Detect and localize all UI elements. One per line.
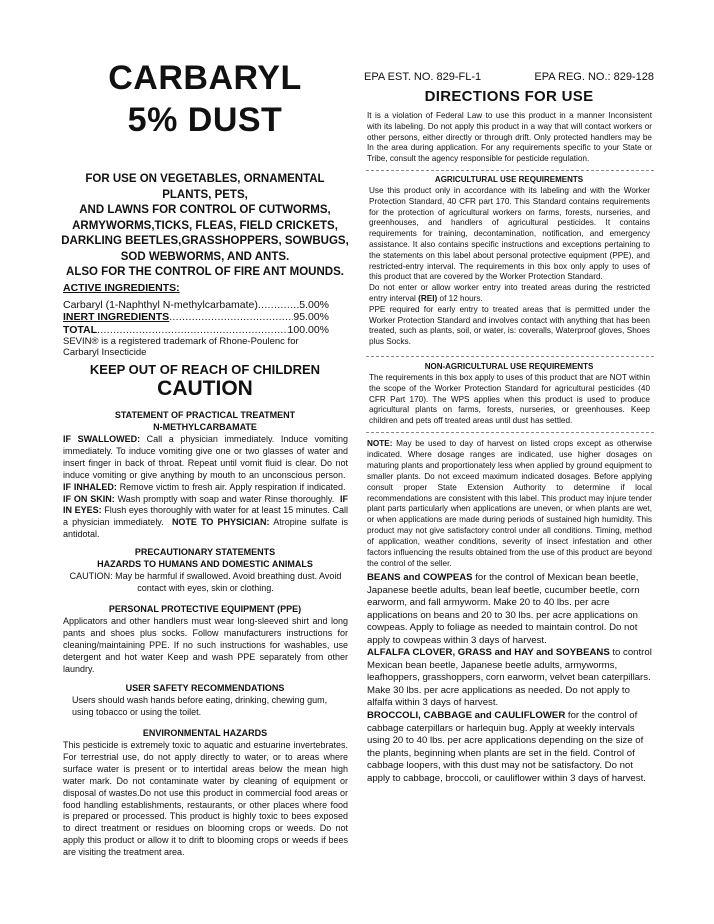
divider <box>366 432 654 433</box>
divider <box>366 356 654 357</box>
ingredients-heading: ACTIVE INGREDIENTS: <box>63 282 180 294</box>
keep-out-warning: KEEP OUT OF REACH OF CHILDREN <box>89 362 321 377</box>
product-uses <box>60 172 350 281</box>
uses-line: DARKLING BEETLES,GRASSHOPPERS, SOWBUGS, <box>61 235 349 247</box>
directions-heading: DIRECTIONS FOR USE <box>424 88 594 105</box>
ingredient-row <box>63 324 329 337</box>
crop-alfalfa: ALFALFA CLOVER, GRASS and HAY and SOYBEANS to control Mexican bean beetle, Japanese beetle adults, armyworms, leafhoppers, grasshoppers, corn earworm, velvet bean caterpillars. Make 30 lbs. per acre applications as needed. Do not apply to alfalfa within 3 days of harvest. <box>367 647 652 708</box>
crop-beans: BEANS and COWPEAS for the control of Mexican bean beetle, Japanese beetle adults, bean leaf beetle, cucumber beetle, corn earworm, and fall armyworm. Make 20 to 40 lbs. per acre applications on beans and 20 to 30 lbs. per acre applications on cowpeas. Apply to foliage as needed to maintain control. Do not apply to cowpeas within 3 days of harvest. <box>367 572 640 646</box>
agricultural-text: Use this product only in accordance with its labeling and with the Worker Protection Standard, 40 CFR part 170. This Standard contains requirements for the protection of agricultural workers on farms, forests, nurseries, and greenhouses, and handlers of agricultural pesticides. It contains requirements for training, decontamination, notification, and emergency assistance. It also contains specific instructions and exceptions pertaining to the statements on this label about personal protective equipment (PPE), and restricted-entry interval. The requirements in this box only apply to uses of this product that are covered by the Worker Protection Standard. Do not enter or allow worker entry into treated areas during the restricted entry interval (REI) of 12 hours. PPE required for early entry to treated areas that is permitted under the Worker Protection Standard and involves contact with anything that has been treated, such as plants, soil, or water, is: coveralls, Waterproof gloves, Shoes plus Socks. <box>369 186 650 347</box>
treatment-heading: STATEMENT OF PRACTICAL TREATMENT N-METHYLCARBAMATE <box>114 410 296 432</box>
ingredient-value: 5.00% <box>299 298 329 311</box>
uses-line: PLANTS, PETS, <box>162 188 248 201</box>
agricultural-heading: AGRICULTURAL USE REQUIREMENTS <box>434 175 584 184</box>
epa-numbers <box>364 71 654 83</box>
trademark-note: SEVIN® is a registered trademark of Rhone-Poulenc for Carbaryl Insecticide <box>63 336 299 358</box>
harvest-note: NOTE: May be used to day of harvest on listed crops except as otherwise indicated. Where dosage ranges are indicated, use higher dosages on maturing plants and proportionately less when applied by ground equipment to smaller plants. Do not exceed maximum indicated dosages. Before applying consult proper State Extension Authority to determine if local recommendations are consistent with this label. This product may injure tender plant parts particularly when applications are uneven, or when plants are wet, or when applications are made during periods of sustained high humidity. This product may not give satisfactory control under all conditions. Timing, method of application, weather conditions, severity of insect infestation and other factors influencing the results obtained from the use of this product are beyond the control of the seller. <box>367 439 652 568</box>
uses-line: AND LAWNS FOR CONTROL OF CUTWORMS, <box>79 204 331 216</box>
uses-line: FOR USE ON VEGETABLES, ORNAMENTAL <box>85 173 325 185</box>
precautionary-heading: PRECAUTIONARY STATEMENTS HAZARDS TO HUMANS AND DOMESTIC ANIMALS <box>97 547 313 569</box>
divider <box>366 170 654 171</box>
product-title-line2: 5% DUST <box>127 101 283 139</box>
precautionary-text: CAUTION: May be harmful if swallowed. Avoid breathing dust. Avoid contact with eyes, skin or clothing. <box>69 571 342 593</box>
user-safety-heading: USER SAFETY RECOMMENDATIONS <box>125 683 285 693</box>
treatment-text: IF SWALLOWED: Call a physician immediately. Induce vomiting immediately. To induce vomiting give one or two glasses of water and insert finger in back of throat. Repeat until vomit fluid is clear. Do not induce vomiting or give anything by mouth to an unconscious person. IF INHALED: Remove victim to fresh air. Apply respiration if indicated. IF ON SKIN: Wash promptly with soap and water Rinse thoroughly. IF IN EYES: Flush eyes thoroughly with water for at least 15 minutes. Call a physician immediately. NOTE TO PHYSICIAN: Atropine sulfate is antidotal. <box>63 434 349 540</box>
ingredient-name: INERT INGREDIENTS <box>63 311 170 323</box>
ppe-text: Applicators and other handlers must wear long-sleeved shirt and long pants and shoes plus socks. Follow manufacturers instructions for cleaning/maintaining PPE. If no such instructions for washables, use detergent and hot water Keep and wash PPE separately from other laundry. <box>63 616 348 674</box>
ingredient-name: TOTAL <box>63 323 98 336</box>
uses-line: SOD WEBWORMS, AND ANTS. <box>120 250 290 263</box>
ingredient-value: 95.00% <box>293 311 329 323</box>
ingredient-row <box>63 299 329 312</box>
uses-line: ARMYWORMS,TICKS, FLEAS, FIELD CRICKETS, <box>72 219 338 232</box>
uses-line: ALSO FOR THE CONTROL OF FIRE ANT MOUNDS. <box>66 266 344 278</box>
product-title-line1: CARBARYL <box>108 59 302 97</box>
ingredient-name: Carbaryl (1-Naphthyl N-methylcarbamate) <box>63 298 258 311</box>
violation-text: It is a violation of Federal Law to use this product in a manner Inconsistent with its labeling. Do not apply this product in a way that will contact workers or other persons, either directly or through drift. Only protected handlers may be In the area during application. For any requirements specific to your State or Tribe, consult the agency responsible for pesticide regulation. <box>367 111 652 164</box>
crop-broccoli: BROCCOLI, CABBAGE and CAULIFLOWER for the control of cabbage caterpillars or harlequin bug. Apply at weekly intervals using 20 to 40 lbs. per acre applications depending on the size of the plants, beginning when plants are set in the field. Control of cabbage loopers, with this dust may not be satisfactory. Do not apply to cabbage, broccoli, or cauliflower within 3 days of harvest. <box>367 710 646 784</box>
non-agricultural-text: The requirements in this box apply to uses of this product that are NOT within the scope of the Worker Protection Standard for agricultural pesticides (40 CFR Part 170). The WPS applies when this product is used to produce agricultural plants on farms, forests, nurseries, or greenhouses. Keep children and pets off treated areas until dust has settled. <box>369 373 650 426</box>
environmental-text: This pesticide is extremely toxic to aquatic and estuarine invertebrates. For terrestrial use, do not apply directly to water, or to areas where surface water is present or to intertidal areas below the mean high water mark. Do not contaminate water by cleaning of equipment or disposal of wastes.Do not use this product in commercial food areas or food handling establishments, restaurants, or other places where food is prepared or processed. This product is highly toxic to bees exposed to direct treatment or residues on blooming crops or weeds. Do not apply this product or allow it to drift to blooming crops or weeds if bees are visiting the treatment area. <box>63 740 348 858</box>
epa-est-number: EPA EST. NO. 829-FL-1 <box>364 71 482 83</box>
non-agricultural-heading: NON-AGRICULTURAL USE REQUIREMENTS <box>424 362 594 371</box>
ppe-heading: PERSONAL PROTECTIVE EQUIPMENT (PPE) <box>108 604 302 614</box>
ingredient-row <box>63 311 329 324</box>
ingredients-block <box>63 282 329 358</box>
ingredient-value: 100.00% <box>287 323 329 336</box>
environmental-heading: ENVIRONMENTAL HAZARDS <box>142 728 268 738</box>
user-safety-text: Users should wash hands before eating, drinking, chewing gum, using tobacco or using the toilet. <box>72 695 328 717</box>
epa-reg-number: EPA REG. NO.: 829-128 <box>534 71 654 83</box>
signal-word: CAUTION <box>157 377 253 400</box>
